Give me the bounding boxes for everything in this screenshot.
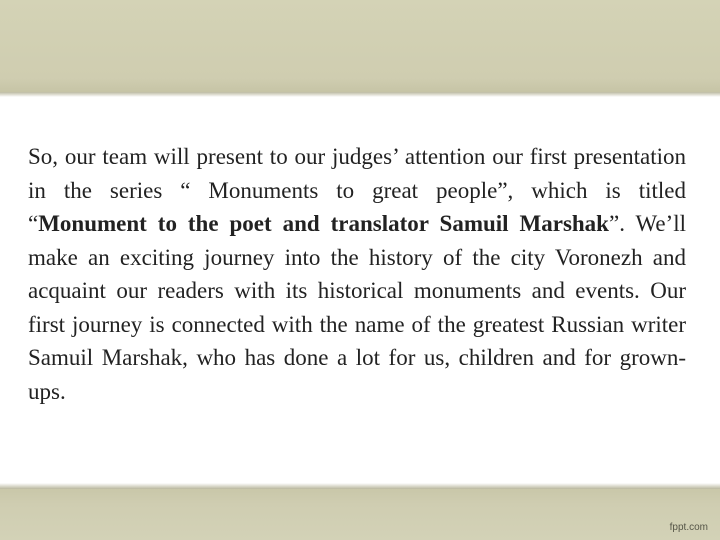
paragraph-text-intro: So, our team will present to our judges’ attention our first presentation in the series “ Monuments to great people”, which is titled “ [28,144,686,236]
slide-body-paragraph [28,140,686,408]
paragraph-bold-title: Monument to the poet and translator Samuil Marshak [38,211,609,236]
top-decorative-band [0,0,720,92]
bottom-decorative-band [0,489,720,540]
paragraph-text-rest: ”. We’ll make an exciting journey into the history of the city Voronezh and acquaint our readers with its historical monuments and events. Our first journey is connected with the name of the greatest Russian writer Samuil Marshak, who has done a lot for us, children and for grown-ups. [28,211,686,404]
top-band-shadow [0,92,720,97]
watermark-text: fppt.com [669,522,708,533]
